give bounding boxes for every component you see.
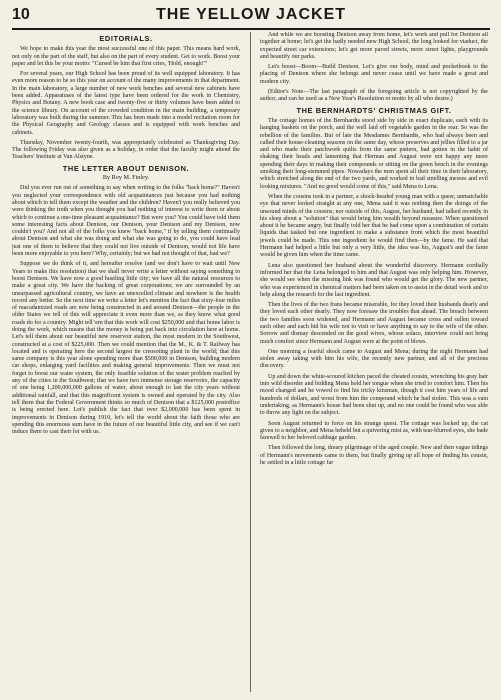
story-paragraph: Up and down the white-scoured kitchen paced the cheated cousin, wrenching his gray hair into wild disorder and bidding Mena hold her tongue when she tried to comfort him. Then his mood changed and he vowed to find his tricky kinsman, though it cost him years of life and hundreds of dollars, and wrest from him the compound which he had stolen. This was a vain undertaking, as Hermann's house had been shut up, and no one could be found who was able to throw any light on the subject.	[260, 373, 488, 417]
story-paragraph: Lena also questioned her husband about the wonderful discovery. Hermann cordially informed her that the Lena belonged to him and that August was only helping him. However, she would see when the missing link was found who would get the glory. The new partner, who was experienced in chemical matters had been taken on to assist in the detail work and to help along the research for the last ingredient.	[260, 262, 488, 298]
page-number: 10	[12, 6, 30, 23]
editorials-heading: EDITORIALS.	[99, 34, 153, 43]
letter-byline: By Roy M. Finley.	[102, 174, 150, 182]
column-divider	[250, 32, 251, 692]
right-column	[260, 32, 488, 692]
story-paragraph: Then followed the long, dreary pilgrimage of the aged couple. New and then vague tidings of Hermann's movements came to them, but finally giving up all hope of finding his cousin, he settled in a little cottage far	[260, 445, 488, 467]
editorial-paragraph: We hope to make this year the most successful one of this paper. This means hard work, not only on the part of the staff, but also on the part of every student. Get to work. Boost your paper and let this be your motto: "Cursed be him that first cries, 'Hold, enough!'"	[12, 46, 240, 67]
story-paragraph: One morning a fearful shock came to August and Mena; during the night Hermann had stolen away taking with him his wife, the recently new partner, and all of the precious discovery.	[260, 348, 488, 370]
editorial-paragraph: Thursday, November twenty-fourth, was appropriately celebrated as Thanksgiving Day. The following Friday was also given as a holiday, in order that the faculty might attend the Teachers' Institute at Van Alstyne.	[12, 139, 240, 161]
letter-paragraph: Suppose we do think of it, and hereafter resolve (and we don't have to wait until New Years to make this resolution) that we shall never write a letter without saying something to boost Denison. We have now a good hustling little city; we have all the natural resources to make a great city. We have the backing of great corporations; we are surrounded by an unsurpassed agricultural country, we have an unexcelled climate and nowhere is the health record any better. So the next time we write a letter let's mention the fact that sixty-four miles of macadamized roads are now being constructed in and around Denison—the people in the older States we tell of this will appreciate it even more than we, as they know what good roads do for a country. Might tell 'em that this work will cost $250,000 and that home labor is doing the work, which means that the money is being put back into circulation here at home. Let's tell them about our beautiful new reservoir station, the most modern in the Southwest, constructed at a cost of $225,000. Then we could mention that the M., K. & T. Railway has located and is operating here the second largest tie creosoting plant in the world; that this same company is this year alone spending more than $500,000 in Denison, building modern car shops, enlarging yard facilities and making general improvements. Then we must not forget to boost our water system, the only feasible solution of the water problem reached by any of the cities in the Southwest; that we have two immense storage reservoirs, the capacity of one being 1,200,000,000 gallons of water, about enough to last the city years without additional rainfall, and that this magnificent system is owned and operated by the city. Also tell them that the Federal Government thinks so much of Denison that a $125,000 postoffice is being erected here. Let's publish the fact that over $2,000,000 has been spent in improvements in Denison during 1910, let's tell the world about the faith those who are spending this enormous sum have in the future of our beautiful little city, and see if we can't induce them to cast their lot with us.	[12, 261, 240, 436]
story-paragraph: Soon August returned to force on his strange quest. The cottage was locked up, the cat given to a neighbor, and Mena beheld but a quivering mist as, with tear-blurred eyes, she bade farewell to her beloved cabbage garden.	[260, 420, 488, 442]
editorial-paragraph: For several years, our High School has been proud of its well equipped laboratory. It has even more reason to be so this year on account of the many improvements in that department. In the main laboratory, a large number of new work benches and several new cabinets have been added. Apparatuses of the latest type have been ordered for the work in Chemistry, Physics and Botany. A new book case and twenty-five or thirty volumes have been added to the science library. On account of the crowded condition in the main building, a temporary laboratory was built during the summer. This has been made into a model recitation room for the Physical Geography and Geology classes and is equipped with work benches and cabinets.	[12, 71, 240, 136]
masthead-rule	[12, 28, 490, 30]
letter-paragraph: And while we are boosting Denison away from home, let's work and pull for Denison all together at home; let's get the badly needed new High School, the long looked for viaduct, the expected street car extensions; let's get more paved streets, more street lights, playgrounds and beautify our parks.	[260, 32, 488, 60]
newspaper-page	[12, 6, 490, 694]
story-paragraph: Then the lives of the two frans became miserable, for they loved their husbands dearly and they loved each other dearly. They now foresaw the troubles that ahead. The breach between the two families soon widened, and Hermann and August became cross and sullen toward each other and each hid his wife not to visit or have anything to say to the wife of the other. Sorrow and dismay descended on the good wives, whose solace, interview could not bring much comfort since Hermann and August were at the point of blows.	[260, 302, 488, 345]
left-column	[12, 32, 240, 692]
paper-title: THE YELLOW JACKET	[155, 6, 347, 23]
letter-heading: THE LETTER ABOUT DENISON.	[62, 163, 190, 173]
letter-paragraph: Let's boost—Boom—Build Denison. Let's give our body, mind and pocketbook to the placing of Denison where she belongs and never cease until we have made a great and modern city.	[260, 64, 488, 85]
editors-note: (Editor's Note—The last paragraph of the foregoing article is not copyrighted by the author, and can be used as a New Year's Resolution or motto by all who desire.)	[260, 89, 488, 103]
story-paragraph: The cottage homes of the Bernhardts stood side by side in exact duplicate, each with its hanging baskets on the porch, and the well laid off vegetable garden in the rear. So was the rebellion of the families. But of late the Mesdames Bernhardts, who had always been and called their house-cleaning seasons on the same day, whose preserves and jellies filled to a jar and who made their patchwork quilts from the same pattern, had gotten in the habit of shaking their heads and lamenting that Herman and August were not happy any more spending their days in making their compounds or sitting on the green bench in the evenings smoking their long-stemmed pipes. Nowadays the men spent all their time in their laboratory, which stretched along the end of the two yards, and worked in bad smelling messes and evil looking mixtures. "And no good would come of this," said Mena to Lena.	[260, 117, 488, 190]
story-paragraph: When the cousins took in a partner, a shock-headed young man with a queer, unmatchable eye that never looked straight at any one, Mena said it was nothing then the doings of the unsound minds of the cousins; nor outside of this, August, her husband, had talked recently in his sleep about a "solution" that would bring him wealth beyond measure. When questioned about it he became angry, but finally told her that he had come upon a combination of certain liquids that tasked but one ingredient to make a substance from which the most beautiful jewels could be made. This one ingredient he would find then—by the fame. He said that Hermann had helped a little but only a very little, the idea was his, August's and the fame would be given him when the time came.	[260, 193, 488, 259]
masthead	[12, 6, 490, 28]
letter-paragraph: Did you ever run out of something to say when writing to the folks "back home?" Haven't you neglected your correspondence with old acquaintances just because you had nothing about which to tell them except the weather and the children? Haven't you really believed you were thinking the truth when you thought you had nothing of interest to write them or about which to continue a one-time pleasant acquaintance? But were you? You could have told them some interesting facts about Denison, our Denison, your Denison and my Denison, now couldn't you? And not all of the folks you knew "back home," if by telling them continually about Denison and what she was doing and what she was going to do, you could have lead just one of them to believe that they could not live outside of Denison, would not life have been more enjoyable to you here? Why, certainly; but we had not thought of that, had we?	[12, 185, 240, 258]
story-heading: THE BERNHARDTS' CHRISTMAS GIFT.	[296, 105, 452, 115]
